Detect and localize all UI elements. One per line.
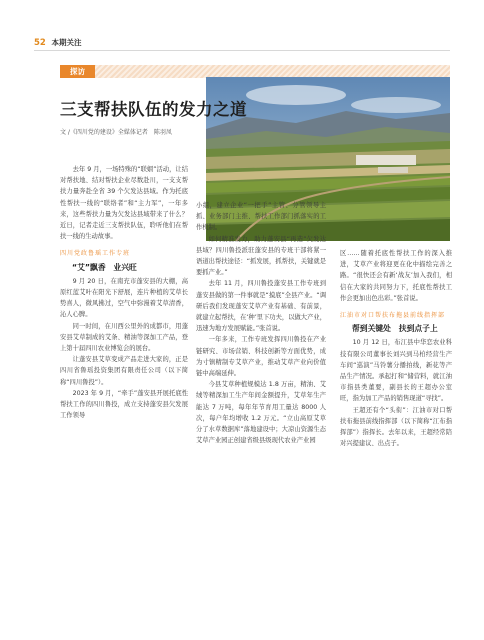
article-byline: 文 /《四川党的建设》全媒体记者 陈羽凤	[60, 129, 172, 136]
section-heading: 帮到关键处 扶到点子上	[352, 324, 438, 334]
paragraph: 区……随着托底性帮扶工作的深入推进，艾草产业将迎更在化中描绘完善之路。“很快还会有新‘战友’加入我们，相信在大家的共同努力下，托底性帮扶工作会更加出色出彩。”张首说。	[340, 250, 452, 302]
paragraph: 去年 9 月，一场特殊的“联姻”活动，让结对帮扶地、结对帮扶企业尽数赴川，一支支帮扶力量奔赴全省 39 个欠发达县域。作为托底性帮扶一线的“联络者”和“主力军”，一年多来，这些帮扶力量为欠发达县域带来了什么？近日，记者走近三支帮扶队伍，聆听他们在帮扶一线的生动故事。	[60, 166, 188, 241]
text-column-2	[196, 200, 326, 446]
paragraph: 9 月 20 日，在南充市蓬安县的大棚，高原红蓝艾叶在阳光下舒展，连片种植的艾草长势喜人，微风拂过，空气中弥漫着艾草清香，沁人心脾。	[60, 277, 188, 319]
paragraph: 同一时间，在川西公里外的成都市，用蓬安县艾草制成的艾条、精油等深加工产品，登上第十届四川农业博览会的展台。	[60, 322, 188, 353]
paragraph: 今县艾草种植规模达 1.8 万亩，精油、艾绒等精深加工生产年间金额提升，艾草年生产能达 7 万吨，每年年节育用工量达 8000 人次，每户年均增收 1.2 万元。“立山高原艾草分了水草数据库”落地建设中；大凉山资源生态艾草产业园正创建省级县级现代农业产业园	[196, 381, 326, 445]
paragraph: 小组，建立企业“一把手”主管、分管领导主抓、业务部门主推、帮扶工作部门抓落实的工作机制。	[196, 202, 326, 232]
paragraph: 去年 11 月，四川鲁投蓬安县工作专班到蓬安县做的第一件事就是“摸底”全县产业。“调研后我们发现蓬安艾草产业有基础、有前景，就建立起帮扶，在‘种’里下功夫，以做大产业，迅速为地方发展赋能。”张首说。	[196, 280, 326, 333]
paragraph: 一年多来，工作专班发挥四川鲁投在产业链研究、市场营销、科技创新等方面优势，成为寸镇精制专艾草产业，推动艾草产业向价值链中高端延伸。	[196, 336, 326, 378]
section-label: 江油市对口帮扶布拖县前线指挥部	[340, 312, 446, 320]
section-heading: “艾”飘香 业兴旺	[72, 262, 137, 272]
article-title: 三支帮扶队伍的发力之道	[60, 100, 247, 119]
paragraph: 让蓬安县艾草变成产品走进大家的，正是四川省鲁瑶投资集团有限责任公司（以下简称“四川鲁投”）。	[60, 356, 188, 386]
running-header	[34, 37, 81, 48]
header-divider	[34, 50, 450, 51]
section-name: 本期关注	[51, 38, 82, 47]
paragraph: 如何精准发力，助力蓬安县“再造”欠发达县域？四川鲁投派驻蓬安县的专班干部将紧一语道出帮扶途径：“抓发展，抓帮扶，关键就是要抓产业。”	[196, 235, 326, 277]
page-number: 52	[34, 38, 46, 48]
text-column-1	[60, 164, 188, 421]
paragraph: 王超还有个“头衔”：江油市对口帮扶布拖县前线指挥部（以下简称“江布指挥部”）指挥长。去年以来，王超经常陪对兴提建议、出点子。	[340, 406, 452, 448]
section-label: 四川党政鲁瑶工作专班	[60, 250, 131, 258]
text-column-3	[340, 248, 452, 449]
paragraph: 10 月 12 日，布江县中华恋农业科技有限公司董事长刘兴到马柏经营生产车间“巡演”马铃薯分播拍线，新花等产品生产情况。承起打和“储营料，就江油市指县类董要，副县长的王超办公室旺，指为加工产品的销售现道“寻找”。	[340, 339, 452, 403]
paragraph: 2023 年 9 月，“牵手”蓬安县开展托底性帮扶工作的四川鲁投，成立支持蓬安县欠发展工作领导	[60, 389, 188, 420]
category-tag: 探访	[60, 65, 95, 78]
